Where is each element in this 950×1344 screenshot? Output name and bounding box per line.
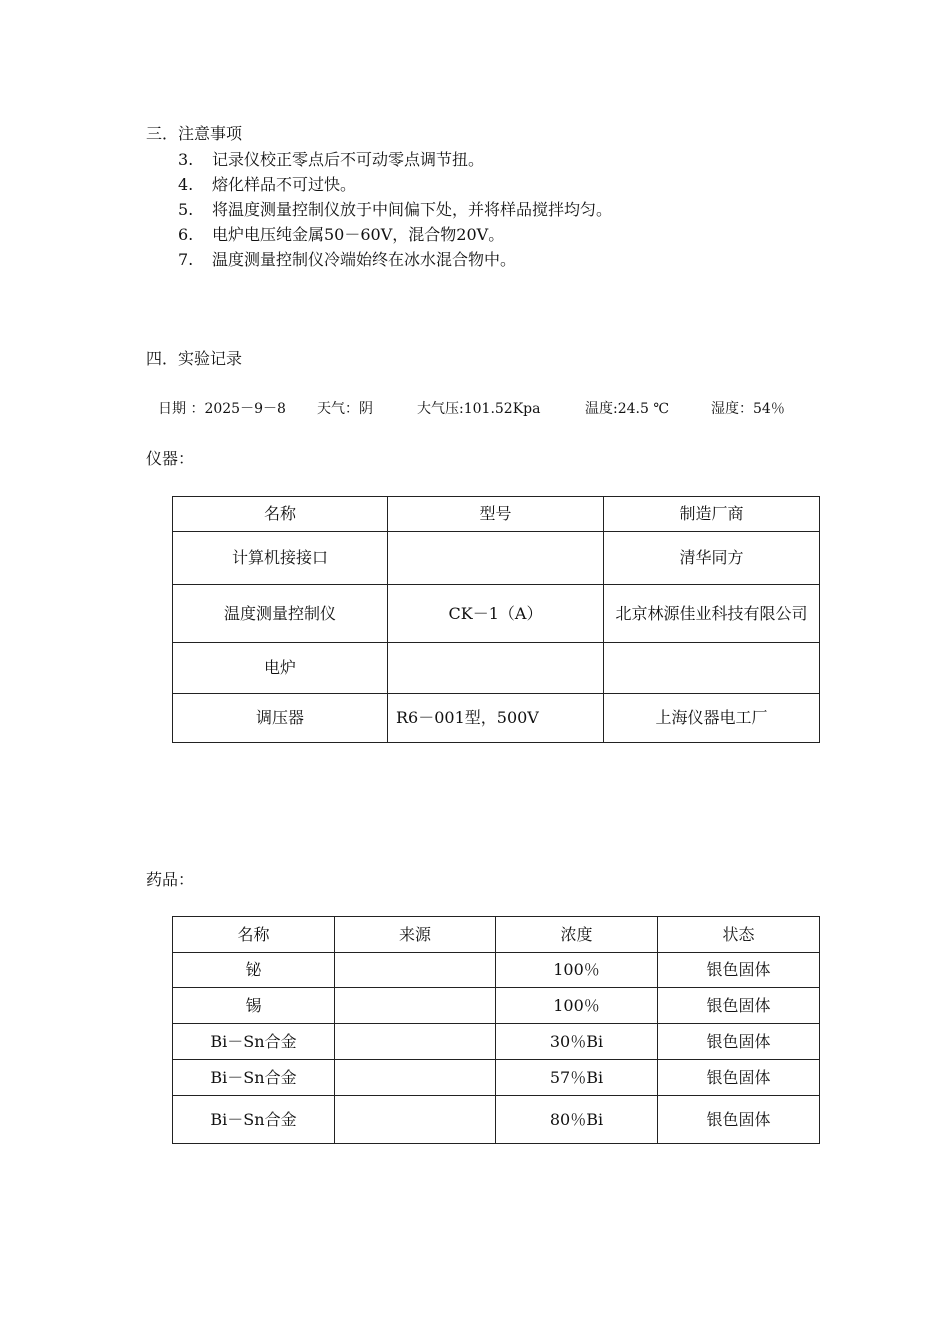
table-cell: R6－001型，500V [388, 694, 604, 743]
table-row [173, 585, 820, 643]
table-cell: 银色固体 [658, 1060, 820, 1096]
table-row [173, 694, 820, 743]
reagents-table [172, 916, 820, 1144]
table-cell: 100％ [496, 988, 658, 1024]
note-item [178, 200, 612, 220]
table-row [173, 1096, 820, 1144]
table-cell: 银色固体 [658, 953, 820, 988]
table-cell [335, 1060, 496, 1096]
record-temperature: 温度:24.5 ℃ [585, 401, 669, 417]
note-item [178, 175, 356, 195]
note-text: 记录仪校正零点后不可动零点调节扭。 [212, 150, 485, 169]
column-header-source: 来源 [335, 917, 496, 953]
table-row [173, 988, 820, 1024]
table-cell: 银色固体 [658, 1024, 820, 1060]
column-header-name: 名称 [173, 917, 335, 953]
table-cell: 上海仪器电工厂 [604, 694, 820, 743]
table-cell: 100％ [496, 953, 658, 988]
record-date: 日期 ：2025－9－8 [158, 401, 286, 417]
column-header-concentration: 浓度 [496, 917, 658, 953]
table-header-row [173, 497, 820, 532]
instruments-table [172, 496, 820, 743]
table-cell: 温度测量控制仪 [173, 585, 388, 643]
note-text: 电炉电压纯金属50－60V，混合物20V。 [212, 225, 505, 244]
table-cell: 清华同方 [604, 532, 820, 585]
table-cell: Bi－Sn合金 [173, 1024, 335, 1060]
column-header-state: 状态 [658, 917, 820, 953]
note-item [178, 150, 484, 170]
table-cell: CK－1（A） [388, 585, 604, 643]
note-text: 将温度测量控制仪放于中间偏下处，并将样品搅拌均匀。 [212, 200, 613, 219]
table-cell: Bi－Sn合金 [173, 1060, 335, 1096]
table-cell: 调压器 [173, 694, 388, 743]
note-item [178, 225, 504, 245]
table-row [173, 953, 820, 988]
record-humidity: 湿度：54％ [711, 401, 785, 417]
table-cell: 计算机接接口 [173, 532, 388, 585]
table-cell [604, 643, 820, 694]
column-header-manufacturer: 制造厂商 [604, 497, 820, 532]
note-text: 温度测量控制仪冷端始终在冰水混合物中。 [212, 250, 517, 269]
table-row [173, 643, 820, 694]
instruments-label: 仪器： [146, 449, 195, 468]
record-weather: 天气：阴 [317, 401, 373, 417]
table-cell: 银色固体 [658, 1096, 820, 1144]
table-row [173, 1060, 820, 1096]
note-number: 6. [178, 225, 194, 244]
reagents-label: 药品： [146, 870, 195, 889]
table-row [173, 532, 820, 585]
table-cell: 电炉 [173, 643, 388, 694]
table-cell: 铋 [173, 953, 335, 988]
record-heading: 四．实验记录 [146, 349, 243, 368]
table-cell [335, 988, 496, 1024]
table-cell: 银色固体 [658, 988, 820, 1024]
notes-heading: 三．注意事项 [146, 124, 243, 143]
table-cell [388, 643, 604, 694]
note-number: 7. [178, 250, 194, 269]
table-row [173, 1024, 820, 1060]
record-pressure: 大气压:101.52Kpa [417, 401, 541, 417]
column-header-model: 型号 [388, 497, 604, 532]
table-cell [388, 532, 604, 585]
table-header-row [173, 917, 820, 953]
table-cell [335, 1024, 496, 1060]
table-cell [335, 1096, 496, 1144]
column-header-name: 名称 [173, 497, 388, 532]
note-number: 4. [178, 175, 194, 194]
table-cell [335, 953, 496, 988]
note-number: 5. [178, 200, 194, 219]
table-cell: 57％Bi [496, 1060, 658, 1096]
table-cell: Bi－Sn合金 [173, 1096, 335, 1144]
table-cell: 锡 [173, 988, 335, 1024]
experiment-conditions [158, 399, 785, 419]
table-cell: 80％Bi [496, 1096, 658, 1144]
note-text: 熔化样品不可过快。 [212, 175, 357, 194]
note-number: 3. [178, 150, 194, 169]
note-item [178, 250, 516, 270]
table-cell: 北京林源佳业科技有限公司 [604, 585, 820, 643]
table-cell: 30％Bi [496, 1024, 658, 1060]
